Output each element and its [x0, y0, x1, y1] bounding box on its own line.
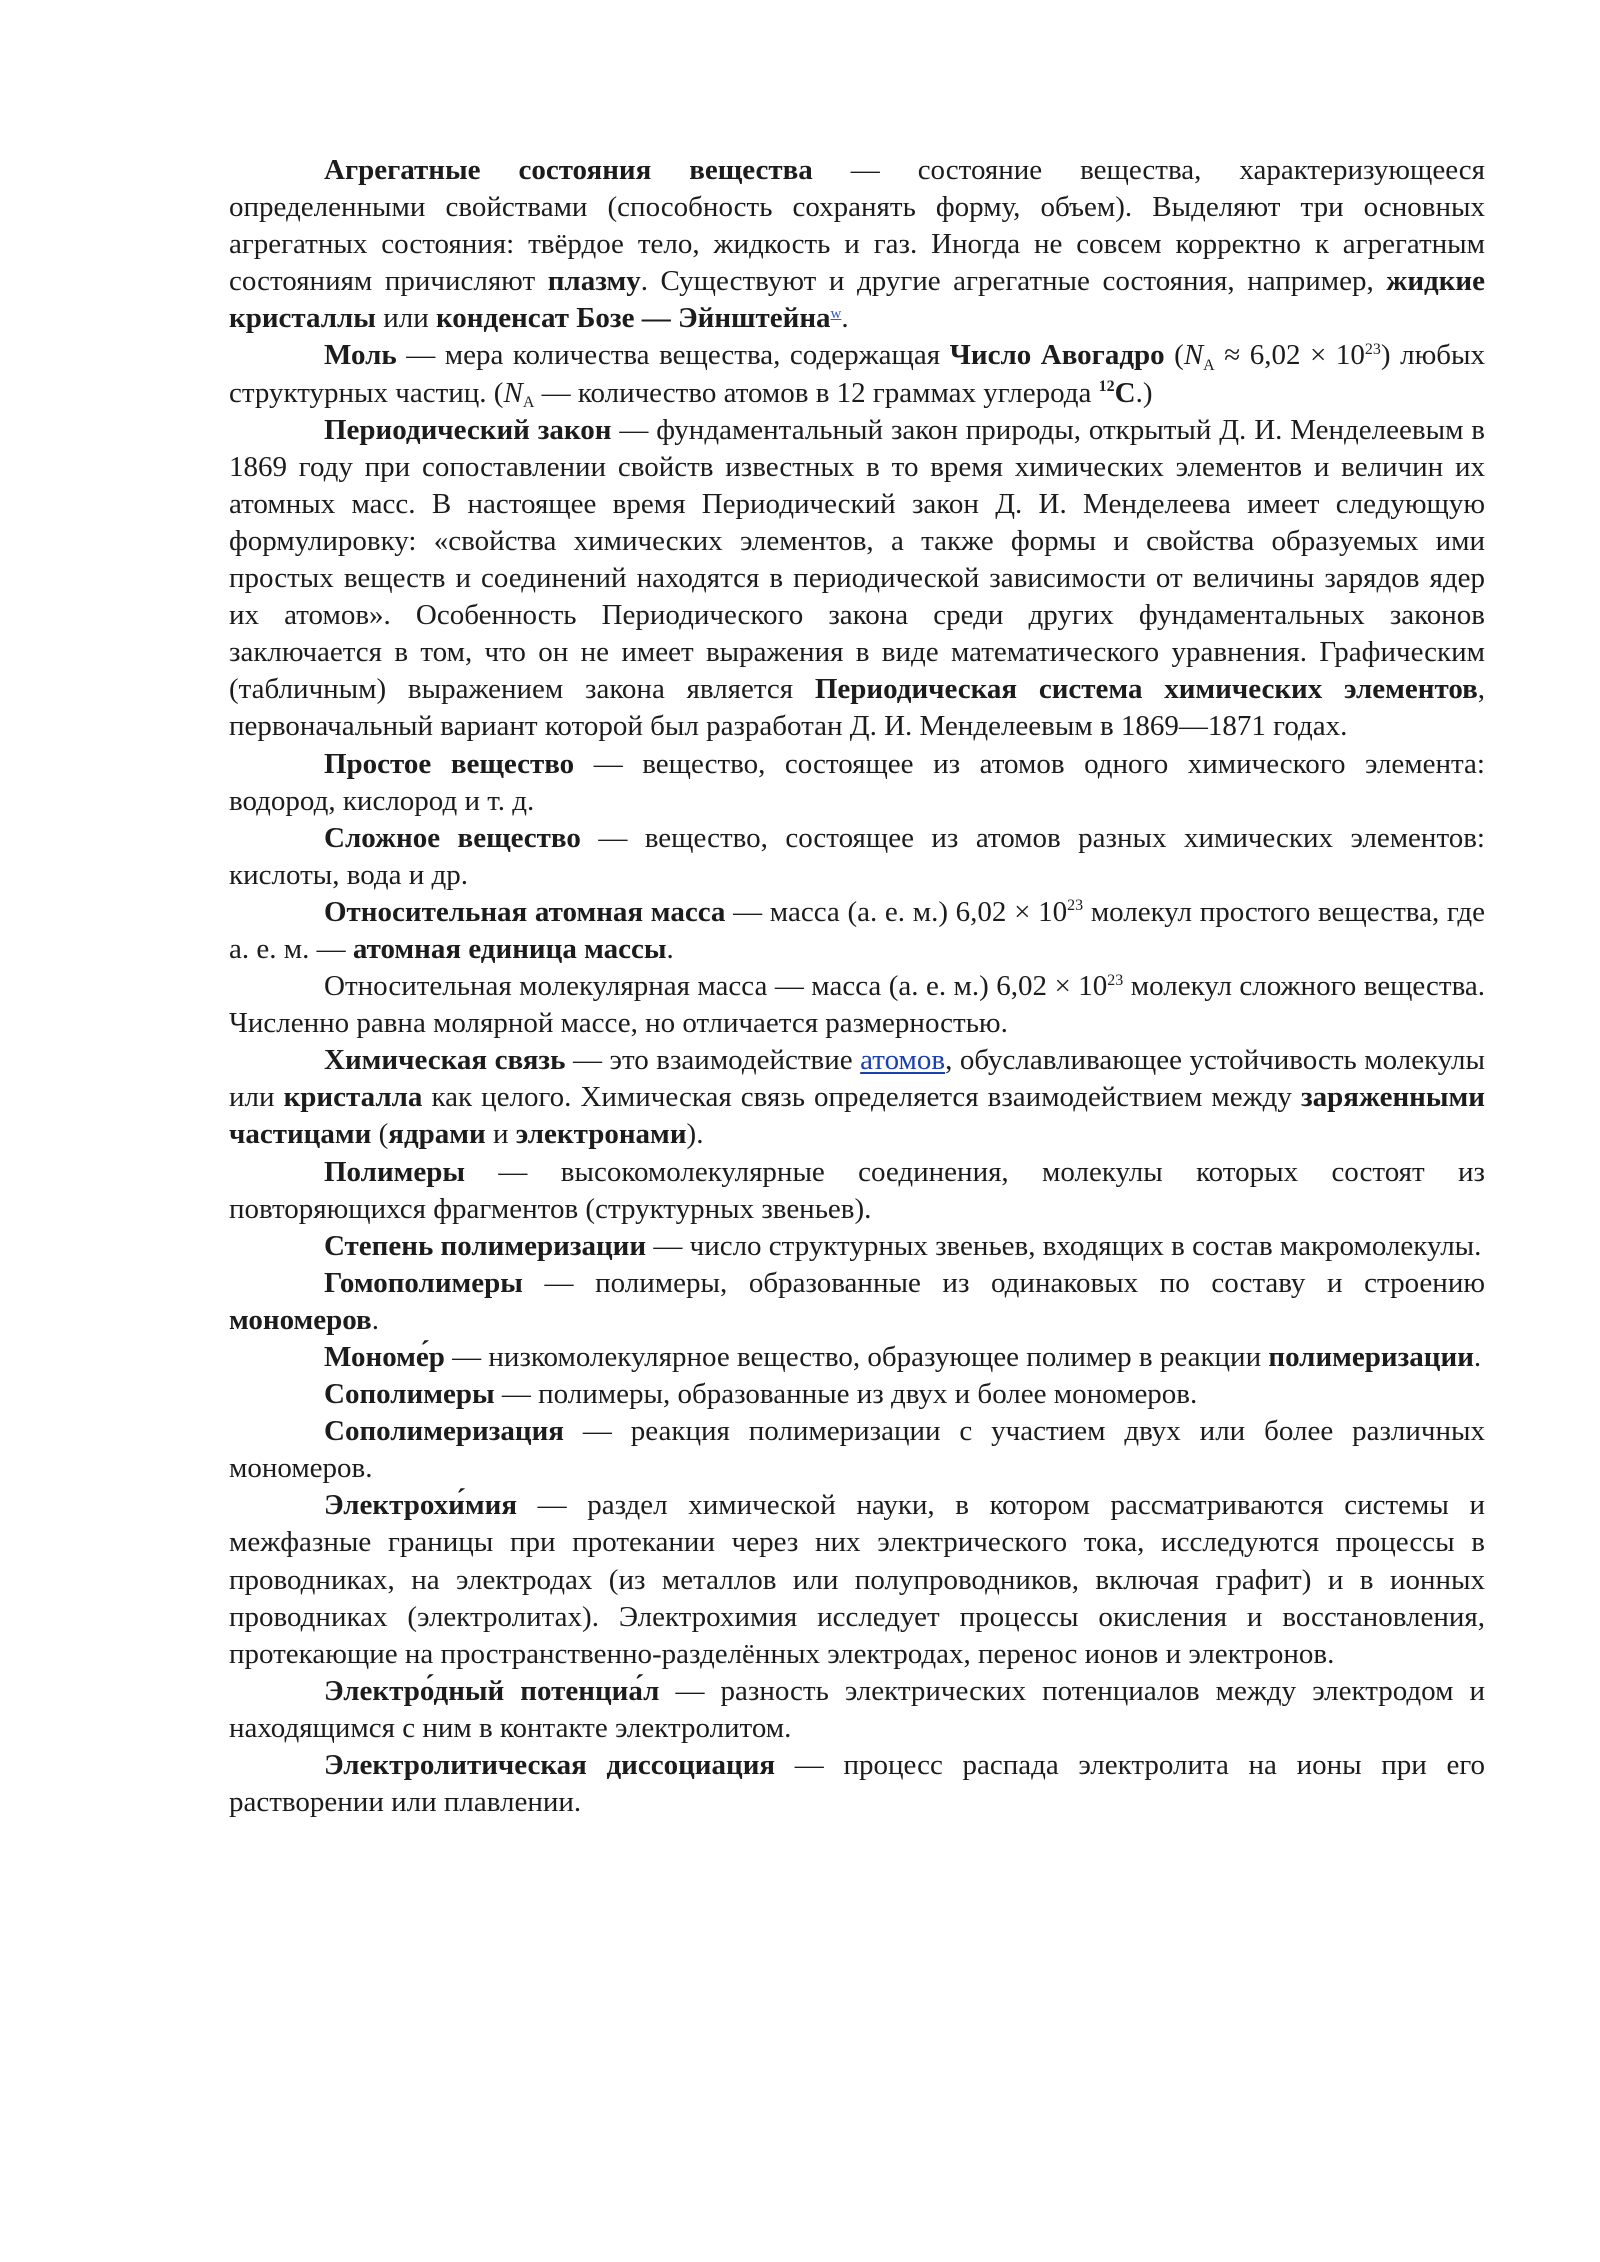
- text: Относительная молекулярная масса — масса (а. е. м.) 6,02 × 10: [324, 970, 1108, 1003]
- text: — масса (а. е. м.) 6,02 × 10: [725, 895, 1068, 928]
- term: Сложное вещество: [324, 821, 581, 854]
- paragraph-relative-molecular-mass: [229, 968, 1485, 1042]
- text: , первоначальный вариант которой был разработан Д. И. Менделеевым в 1869—1871 годах.: [229, 673, 1486, 743]
- term: Сополимеризация: [324, 1415, 564, 1448]
- term: Степень полимеризации: [324, 1229, 647, 1262]
- term: Относительная атомная масса: [324, 895, 726, 928]
- paragraph-monomer: [229, 1339, 1485, 1376]
- text: — это взаимодействие: [565, 1044, 861, 1077]
- text: или: [375, 302, 436, 335]
- text: ).: [686, 1118, 704, 1151]
- term: Химическая связь: [324, 1044, 566, 1077]
- term: плазму: [547, 265, 641, 298]
- text: — высокомолекулярные соединения, молекулы которых состоят из повторяющихся фрагментов (структурных звеньев).: [229, 1155, 1485, 1225]
- element-symbol: C: [1114, 376, 1136, 409]
- text: — процесс распада электролита на ионы при его растворении или плавлении.: [229, 1749, 1485, 1819]
- paragraph-copolymers: [229, 1376, 1485, 1413]
- term: Мономе́р: [324, 1341, 445, 1373]
- text: — низкомолекулярное вещество, образующее полимер в реакции: [444, 1341, 1269, 1373]
- paragraph-periodic-law: [229, 412, 1485, 746]
- term: Гомополимеры: [324, 1266, 523, 1299]
- isotope-mass-number: 12: [1098, 378, 1115, 396]
- text: .: [371, 1303, 379, 1336]
- term: Периодическая система химических элементов: [814, 673, 1478, 706]
- term: Электролитическая диссоциация: [324, 1749, 776, 1782]
- term: Электрохи́мия: [324, 1489, 518, 1522]
- text: .: [666, 932, 674, 965]
- text: — вещество, состоящее из атомов одного химического элемента: водород, кислород и т. д.: [229, 747, 1485, 817]
- text: — мера количества вещества, содержащая: [396, 339, 950, 372]
- term: Электро́дный потенциа́л: [324, 1674, 660, 1707]
- text: — разность электрических потенциалов между электродом и находящимся с ним в контакте электролитом.: [229, 1674, 1485, 1744]
- term: Полимеры: [324, 1155, 466, 1188]
- text: молекул простого вещества, где а. е. м. —: [229, 895, 1485, 965]
- paragraph-aggregate-states: [229, 152, 1485, 337]
- term: Моль: [324, 339, 397, 372]
- atoms-link[interactable]: атомов: [860, 1044, 946, 1077]
- text: — полимеры, образованные из одинаковых по составу и строению: [522, 1266, 1485, 1299]
- text: .: [1473, 1341, 1482, 1373]
- exponent: 23: [1107, 971, 1124, 989]
- text: .: [841, 302, 849, 335]
- text: ) любых структурных частиц. (: [229, 339, 1485, 409]
- text: (: [371, 1118, 389, 1151]
- text: . Существуют и другие агрегатные состояния, например,: [640, 265, 1387, 298]
- text: — реакция полимеризации с участием двух или более различных мономеров.: [229, 1415, 1485, 1485]
- text: — вещество, состоящее из атомов разных химических элементов: кислоты, вода и др.: [229, 821, 1485, 891]
- text: .): [1135, 376, 1153, 409]
- text: как целого. Химическая связь определяется взаимодействием между: [422, 1081, 1301, 1114]
- paragraph-mole: [229, 337, 1485, 411]
- paragraph-homopolymers: [229, 1265, 1485, 1339]
- term: заряженными частицами: [229, 1081, 1485, 1151]
- term: мономеров: [229, 1303, 372, 1336]
- paragraph-degree-of-polymerization: [229, 1228, 1485, 1265]
- term: Агрегатные состояния вещества: [324, 154, 813, 186]
- term: Число Авогадро: [949, 339, 1165, 372]
- text: и: [485, 1118, 516, 1151]
- text: , обуславливающее устойчивость молекулы или: [229, 1044, 1485, 1114]
- paragraph-chemical-bond: [229, 1042, 1485, 1153]
- text: — количество атомов в 12 граммах углерода: [534, 376, 1099, 409]
- paragraph-electrode-potential: [229, 1673, 1485, 1747]
- subscript: A: [1203, 357, 1215, 375]
- paragraph-simple-substance: [229, 746, 1485, 820]
- term: Сополимеры: [324, 1378, 495, 1411]
- document-page: [229, 152, 1485, 1821]
- text: — фундаментальный закон природы, открытый Д. И. Менделеевым в 1869 году при сопоставлении свойств известных в то время химических элементов и величин их атомных масс. В настоящее время Периодический закон Д. И. Менделеева имеет следующую формулировку: «свойства химических элементов, а также формы и свойства образуемых ими простых веществ и соединений находятся в периодической зависимости от величины зарядов ядер их атомов». Особенность Периодического закона среди других фундаментальных законов заключается в том, что он не имеет выражения в виде математического уравнения. Графическим (табличным) выражением закона является: [229, 413, 1485, 706]
- text: — состояние вещества, характеризующееся определенными свойствами (способность сохранять форму, объем). Выделяют три основных агрегатных состояния: твёрдое тело, жидкость и газ. Иногда не совсем корректно к агрегатным состояниям причисляют: [229, 154, 1485, 298]
- term: ядрами: [388, 1118, 486, 1151]
- text: ≈ 6,02 × 10: [1214, 339, 1365, 372]
- paragraph-complex-substance: [229, 820, 1485, 894]
- paragraph-relative-atomic-mass: [229, 894, 1485, 968]
- paragraph-polymers: [229, 1154, 1485, 1228]
- term: полимеризации: [1268, 1341, 1474, 1373]
- paragraph-copolymerization: [229, 1413, 1485, 1487]
- symbol: N: [1183, 339, 1204, 372]
- term: атомная единица массы: [352, 932, 667, 965]
- term: Периодический закон: [324, 413, 612, 446]
- term: Простое вещество: [324, 747, 575, 780]
- text: — раздел химической науки, в котором рассматриваются системы и межфазные границы при протекании через них электрического тока, исследуются процессы в проводниках, на электродах (из металлов или полупроводников, включая графит) и в ионных проводниках (электролитах). Электрохимия исследует процессы окисления и восстановления, протекающие на пространственно-разделённых электродах, перенос ионов и электронов.: [229, 1489, 1485, 1670]
- text: (: [1164, 339, 1184, 372]
- exponent: 23: [1364, 341, 1381, 359]
- text: — число структурных звеньев, входящих в состав макромолекулы.: [646, 1229, 1482, 1262]
- symbol: N: [503, 376, 523, 409]
- term: конденсат Бозе — Эйнштейна: [435, 302, 831, 335]
- subscript: A: [522, 394, 535, 412]
- term: электронами: [515, 1118, 687, 1151]
- paragraph-electrochemistry: [229, 1487, 1485, 1672]
- term: жидкие кристаллы: [229, 265, 1485, 335]
- paragraph-electrolytic-dissociation: [229, 1747, 1485, 1821]
- exponent: 23: [1067, 897, 1084, 915]
- text: молекул сложного вещества. Численно равна молярной массе, но отличается размерностью.: [229, 970, 1485, 1040]
- term: кристалла: [283, 1081, 423, 1114]
- wiki-link[interactable]: w: [830, 305, 842, 322]
- text: — полимеры, образованные из двух и более мономеров.: [494, 1378, 1198, 1411]
